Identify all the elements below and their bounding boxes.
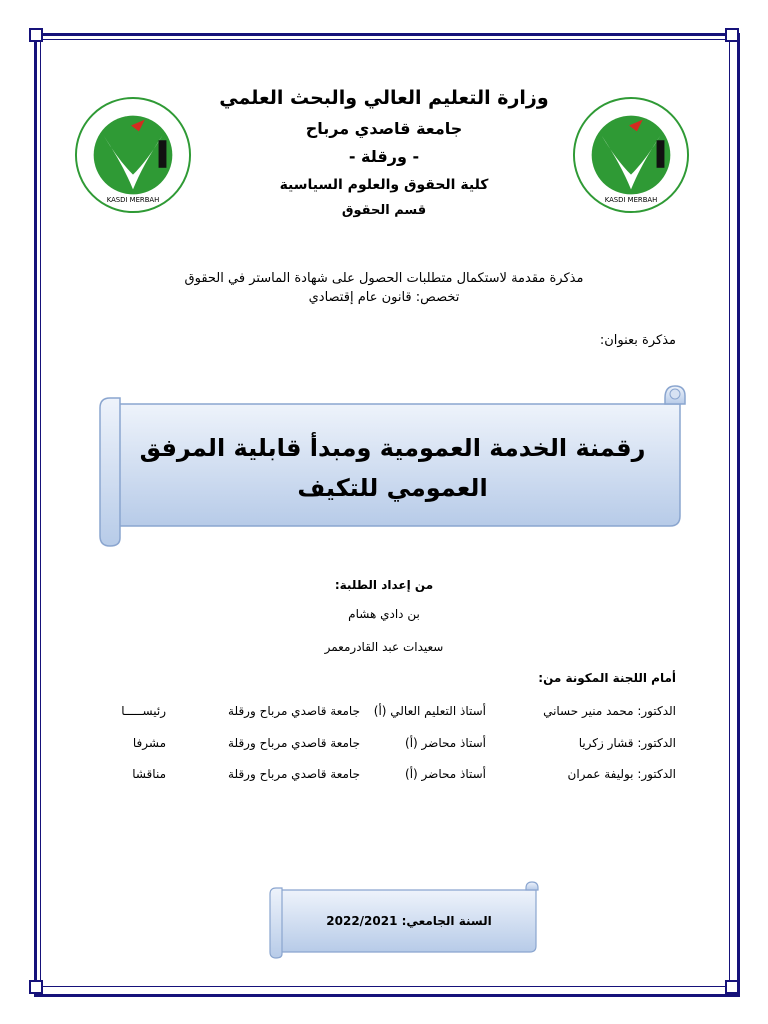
jury-label: أمام اللجنة المكونة من:	[538, 671, 676, 685]
university-logo-left	[74, 96, 192, 214]
thesis-title-label: مذكرة بعنوان:	[599, 333, 676, 348]
corner-ornament	[725, 28, 739, 42]
jury-row	[100, 736, 676, 754]
jury-rank: أستاذ محاضر (أ)	[405, 736, 486, 750]
jury-name: الدكتور: بوليفة عمران	[567, 767, 676, 781]
ministry-title: وزارة التعليم العالي والبحث العلمي	[219, 87, 549, 109]
university-logo-right	[572, 96, 690, 214]
jury-rank: أستاذ التعليم العالي (أ)	[373, 704, 486, 718]
jury-name: الدكتور: محمد منير حساني	[543, 704, 676, 718]
corner-ornament	[725, 980, 739, 994]
svg-text:KASDI MERBAH: KASDI MERBAH	[604, 196, 658, 205]
svg-text:KASDI MERBAH: KASDI MERBAH	[106, 196, 160, 205]
jury-row	[100, 704, 676, 722]
jury-role: مشرفا	[132, 736, 166, 750]
jury-institution: جامعة قاصدي مرباح ورقلة	[228, 767, 360, 781]
corner-ornament	[29, 28, 43, 42]
corner-ornament	[29, 980, 43, 994]
jury-institution: جامعة قاصدي مرباح ورقلة	[228, 704, 360, 718]
jury-role: رئيســـــا	[121, 704, 166, 718]
university-name: جامعة قاصدي مرباح	[305, 119, 463, 138]
students-label: من إعداد الطلبة:	[334, 578, 434, 592]
city-name: - ورقلة -	[348, 147, 420, 166]
jury-name: الدكتور: قشار زكريا	[578, 736, 676, 750]
faculty-name: كلية الحقوق والعلوم السياسية	[279, 177, 489, 193]
jury-role: مناقشا	[132, 767, 166, 781]
student-name: بن دادي هشام	[348, 607, 420, 621]
thesis-purpose: مذكرة مقدمة لاستكمال متطلبات الحصول على شهادة الماستر في الحقوق	[184, 271, 584, 286]
department-name: قسم الحقوق	[341, 203, 427, 218]
specialization: تخصص: قانون عام إقتصادي	[308, 290, 460, 305]
jury-row	[100, 767, 676, 785]
jury-institution: جامعة قاصدي مرباح ورقلة	[228, 736, 360, 750]
thesis-title-line1: رقمنة الخدمة العمومية ومبدأ قابلية المرفق	[139, 434, 646, 462]
academic-year: السنة الجامعي: 2022/2021	[326, 914, 492, 928]
student-name: سعيدات عبد القادرمعمر	[324, 640, 444, 654]
jury-rank: أستاذ محاضر (أ)	[405, 767, 486, 781]
thesis-title-line2: العمومي للتكيف	[297, 474, 488, 502]
